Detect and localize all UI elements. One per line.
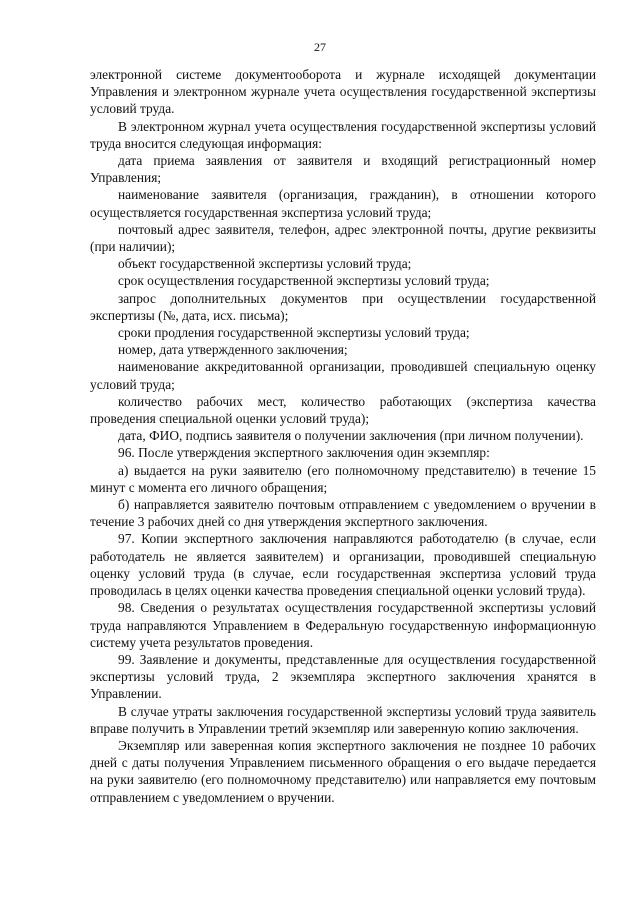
list-item-receipt-signature: дата, ФИО, подпись заявителя о получении заключения (при личном получении). (118, 428, 584, 444)
list-item-applicant-name: наименование заявителя (организация, гражданин), в отношении которого осуществляется государственная экспертиза условий труда; (90, 187, 596, 220)
paragraph-copy-issuance: Экземпляр или заверенная копия экспертного заключения не позднее 10 рабочих дней с даты получения Управлением письменного обращения о его выдаче передается на руки заявителю (его полномочному представителю) или направляется ему почтовым отправлением с уведомлением о вручении. (90, 737, 596, 805)
list-item-conclusion-number: номер, дата утвержденного заключения; (118, 342, 348, 358)
document-body (90, 66, 596, 806)
list-item-expertise-object: объект государственной экспертизы условий труда; (118, 256, 412, 272)
list-item-expertise-term: срок осуществления государственной экспертизы условий труда; (118, 273, 490, 289)
paragraph-continuation: электронной системе документооборота и журнале исходящей документации Управления и электронном журнале учета осуществления государственной экспертизы условий труда. (90, 67, 596, 117)
paragraph-loss-of-conclusion: В случае утраты заключения государственной экспертизы условий труда заявитель вправе получить в Управлении третий экземпляр или заверенную копию заключения. (90, 703, 596, 736)
page-number: 27 (314, 40, 326, 54)
paragraph-98: 98. Сведения о результатах осуществления государственной экспертизы условий труда направляются Управлением в Федеральную государственную информационную систему учета результатов проведения. (90, 600, 596, 650)
paragraph-journal-intro: В электронном журнал учета осуществления государственной экспертизы условий труда вносится следующая информация: (90, 118, 596, 151)
paragraph-96-a: а) выдается на руки заявителю (его полномочному представителю) в течение 15 минут с момента его личного обращения; (90, 462, 596, 495)
list-item-receipt-date: дата приема заявления от заявителя и входящий регистрационный номер Управления; (90, 153, 596, 186)
list-item-applicant-address: почтовый адрес заявителя, телефон, адрес электронной почты, другие реквизиты (при наличии); (90, 221, 596, 255)
list-item-additional-documents: запрос дополнительных документов при осуществлении государственной экспертизы (№, дата, исх. письма); (90, 290, 596, 323)
list-item-accredited-organization: наименование аккредитованной организации, проводившей специальную оценку условий труда; (90, 359, 596, 392)
paragraph-96-b: б) направляется заявителю почтовым отправлением с уведомлением о вручении в течение 3 рабочих дней со дня утверждения экспертного заключения. (90, 497, 596, 530)
paragraph-97: 97. Копии экспертного заключения направляются работодателю (в случае, если работодатель не является заявителем) и организации, проводившей специальную оценку условий труда (в случае, если государственная экспертиза условий труда проводилась в целях оценки качества проведения специальной оценки условий труда). (90, 531, 596, 599)
paragraph-96: 96. После утверждения экспертного заключения один экземпляр: (118, 445, 490, 461)
paragraph-99: 99. Заявление и документы, представленные для осуществления государственной экспертизы условий труда, 2 экземпляра экспертного заключения хранятся в Управлении. (90, 651, 596, 702)
list-item-extension-terms: сроки продления государственной экспертизы условий труда; (118, 325, 470, 341)
list-item-workplaces-count: количество рабочих мест, количество работающих (экспертиза качества проведения специальной оценки условий труда); (90, 393, 596, 427)
